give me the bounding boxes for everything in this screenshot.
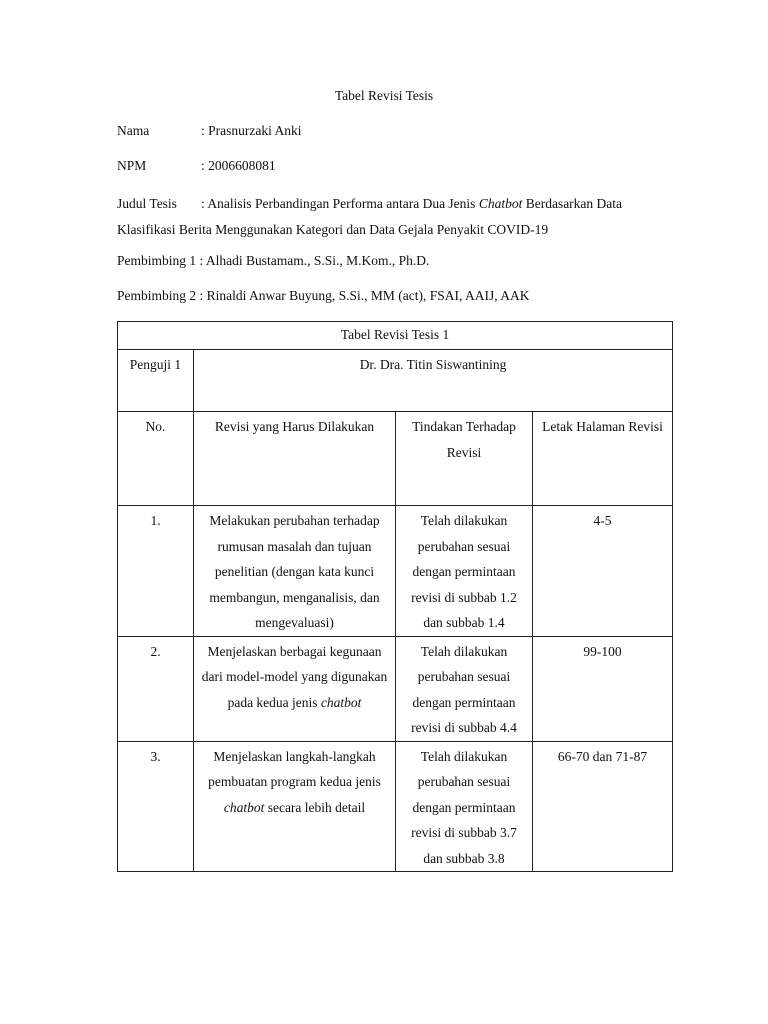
row-revisi-italic: chatbot	[223, 799, 265, 815]
row-tindakan: Telah dilakukan perubahan sesuai dengan permintaan revisi di subbab 3.7 dan subbab 3.8	[396, 741, 533, 872]
judul-italic: Chatbot	[478, 196, 523, 211]
table-row	[118, 636, 673, 741]
pembimbing-1: Pembimbing 1 : Alhadi Bustamam., S.Si., M.Kom., Ph.D.	[117, 253, 430, 268]
row-no: 3.	[118, 741, 194, 872]
npm-label: NPM	[117, 158, 147, 173]
table-caption: Tabel Revisi Tesis 1	[118, 322, 673, 350]
nama-label: Nama	[117, 123, 150, 138]
header-tindakan: Tindakan Terhadap Revisi	[396, 412, 533, 506]
row-revisi: Melakukan perubahan terhadap rumusan masalah dan tujuan penelitian (dengan kata kunci membangun, menganalisis, dan mengevaluasi)	[194, 506, 396, 637]
row-no: 1.	[118, 506, 194, 637]
row-letak: 4-5	[533, 506, 673, 637]
npm-row	[117, 157, 677, 175]
row-no: 2.	[118, 636, 194, 741]
penguji-label: Penguji 1	[118, 350, 194, 412]
table-caption-row	[118, 322, 673, 350]
header-revisi: Revisi yang Harus Dilakukan	[194, 412, 396, 506]
header-letak: Letak Halaman Revisi	[533, 412, 673, 506]
penguji-row	[118, 350, 673, 412]
judul-suffix: Berdasarkan Data Klasifikasi Berita Menggunakan Kategori dan Data Gejala Penyakit COVID-19	[117, 196, 623, 237]
nama-row	[117, 122, 677, 140]
judul-tesis-block	[117, 191, 657, 243]
revision-table	[117, 321, 673, 872]
header-no: No.	[118, 412, 194, 506]
row-revisi	[194, 741, 396, 872]
nama-value: : Prasnurzaki Anki	[201, 123, 302, 138]
pembimbing-2: Pembimbing 2 : Rinaldi Anwar Buyung, S.Si., MM (act), FSAI, AAIJ, AAK	[117, 288, 530, 303]
document-title: Tabel Revisi Tesis	[334, 88, 434, 103]
judul-label: Judul Tesis	[117, 196, 177, 211]
row-letak: 99-100	[533, 636, 673, 741]
row-revisi	[194, 636, 396, 741]
npm-value: : 2006608081	[201, 158, 276, 173]
table-row	[118, 506, 673, 637]
row-revisi-text: Menjelaskan langkah-langkah pembuatan program kedua jenis	[208, 748, 381, 789]
row-tindakan: Telah dilakukan perubahan sesuai dengan permintaan revisi di subbab 4.4	[396, 636, 533, 741]
penguji-name: Dr. Dra. Titin Siswantining	[194, 350, 673, 412]
table-header-row	[118, 412, 673, 506]
table-row	[118, 741, 673, 872]
row-tindakan: Telah dilakukan perubahan sesuai dengan permintaan revisi di subbab 1.2 dan subbab 1.4	[396, 506, 533, 637]
row-revisi-italic: chatbot	[320, 694, 362, 710]
row-revisi-suffix: secara lebih detail	[264, 799, 366, 815]
row-letak: 66-70 dan 71-87	[533, 741, 673, 872]
row-revisi-text: Menjelaskan berbagai kegunaan dari model-model yang digunakan pada kedua jenis	[201, 643, 388, 710]
judul-prefix: : Analisis Perbandingan Performa antara Dua Jenis	[201, 196, 479, 211]
